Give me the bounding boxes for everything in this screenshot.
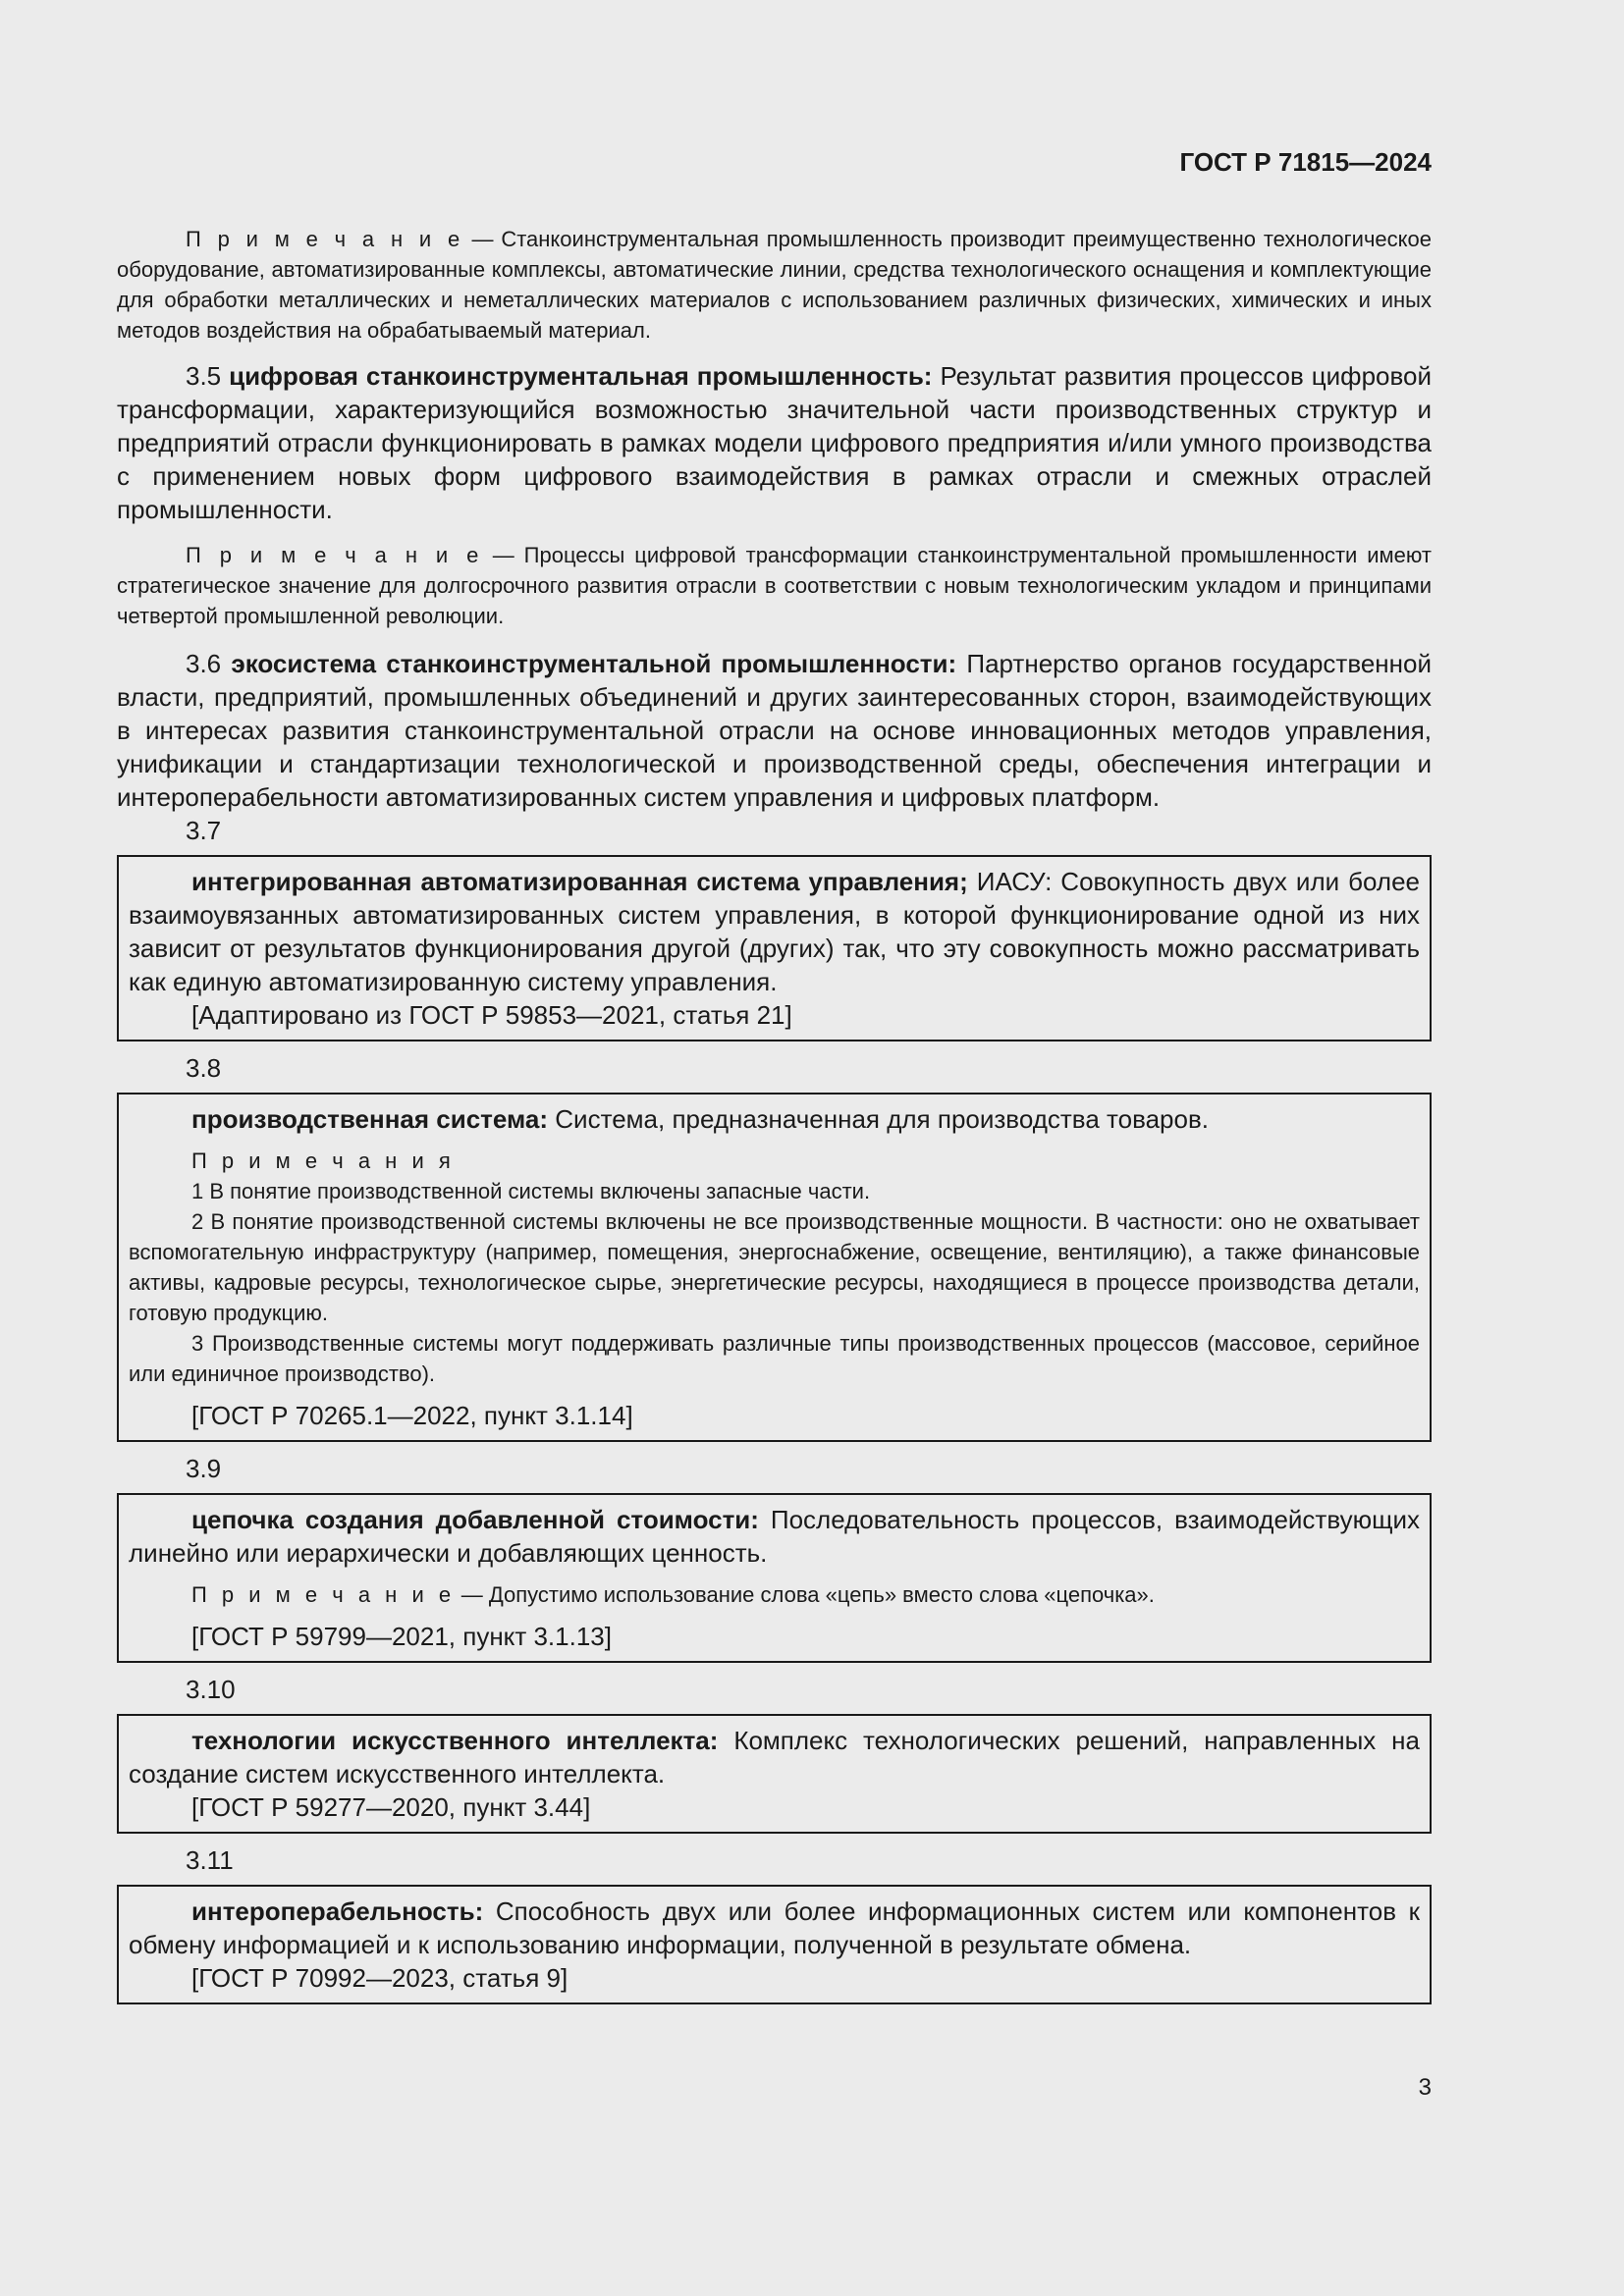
note-paragraph (117, 224, 1432, 346)
term-number-3-11: 3.11 (186, 1845, 234, 1875)
term-number-3-10: 3.10 (186, 1675, 236, 1704)
term-title: интероперабельность: (191, 1896, 484, 1926)
term-box-3-10 (117, 1714, 1432, 1834)
term-title: экосистема станкоинструментальной промышленности: (231, 649, 957, 678)
term-entry-3-6 (117, 647, 1432, 814)
term-entry (129, 1895, 1420, 1961)
note-text: — Допустимо использование слова «цепь» вместо слова «цепочка». (460, 1582, 1155, 1607)
note-text: — Станкоинструментальная промышленность производит преимущественно технологическое оборудование, автоматизированные комплексы, автоматические линии, средства технологического оснащения и комплектующие для обработки металлических и неметаллических материалов с использованием различных физических, химических и иных методов воздействия на обрабатываемый материал. (117, 227, 1432, 343)
term-title: производственная система: (191, 1104, 549, 1134)
term-entry-3-5 (117, 359, 1432, 526)
term-number-3-8: 3.8 (186, 1053, 222, 1083)
term-title: цифровая станкоинструментальная промышленность: (229, 361, 933, 391)
term-box-3-8 (117, 1093, 1432, 1442)
term-source: [ГОСТ Р 70265.1—2022, пункт 3.1.14] (191, 1401, 633, 1430)
note-label: П р и м е ч а н и е (186, 543, 483, 567)
term-source: [ГОСТ Р 59277—2020, пункт 3.44] (191, 1792, 591, 1822)
term-number: 3.5 (186, 361, 222, 391)
term-source: [ГОСТ Р 59799—2021, пункт 3.1.13] (191, 1622, 612, 1651)
note-item: 2 В понятие производственной системы включены не все производственные мощности. В частности: оно не охватывает вспомогательную инфраструктуру (например, помещения, энергоснабжение, освещение, вентиляцию), а также финансовые активы, кадровые ресурсы, технологическое сырье, энергетические ресурсы, находящиеся в процессе производства детали, готовую продукцию. (129, 1209, 1420, 1325)
term-box-3-9 (117, 1493, 1432, 1663)
note-label: П р и м е ч а н и е (186, 227, 464, 251)
term-definition: ИАСУ: Совокупность двух или более взаимоувязанных автоматизированных систем управления, в которой функционирование одной из них зависит от результатов функционирования другой (других) так, что эту совокупность можно рассматривать как единую автоматизированную систему управления. (129, 867, 1420, 996)
page-content (117, 224, 1432, 2004)
term-definition: Система, предназначенная для производства товаров. (555, 1104, 1210, 1134)
term-entry (129, 1503, 1420, 1570)
note-text: — Процессы цифровой трансформации станкоинструментальной промышленности имеют стратегическое значение для долгосрочного развития отрасли в соответствии с новым технологическим укладом и принципами четвертой промышленной революции. (117, 543, 1432, 628)
term-title: цепочка создания добавленной стоимости: (191, 1505, 759, 1534)
note-item: 3 Производственные системы могут поддерживать различные типы производственных процессов (массовое, серийное или единичное производство). (129, 1331, 1420, 1386)
note-item: 1 В понятие производственной системы включены запасные части. (191, 1179, 871, 1203)
term-entry (129, 1102, 1420, 1136)
term-source: [ГОСТ Р 70992—2023, статья 9] (191, 1963, 568, 1993)
term-definition: Способность двух или более информационных систем или компонентов к обмену информацией и к использованию информации, полученной в результате обмена. (129, 1896, 1420, 1959)
term-box-3-11 (117, 1885, 1432, 2004)
term-number-3-9: 3.9 (186, 1454, 222, 1483)
term-number: 3.6 (186, 649, 222, 678)
term-definition: Партнерство органов государственной власти, предприятий, промышленных объединений и других заинтересованных сторон, взаимодействующих в интересах развития станкоинструментальной отрасли на основе инновационных методов управления, унификации и стандартизации технологической и производственной среды, обеспечения интеграции и интероперабельности автоматизированных систем управления и цифровых платформ. (117, 649, 1433, 812)
page-number: 3 (1418, 2074, 1432, 2101)
term-box-3-7 (117, 855, 1432, 1041)
notes-label: П р и м е ч а н и я (191, 1148, 456, 1173)
term-definition: Результат развития процессов цифровой трансформации, характеризующийся возможностью значительной части производственных структур и предприятий отрасли функционировать в рамках модели цифрового предприятия и/или умного производства с применением новых форм цифрового взаимодействия в рамках отрасли и смежных отраслей промышленности. (117, 361, 1432, 524)
term-definition: Комплекс технологических решений, направленных на создание систем искусственного интеллекта. (129, 1726, 1421, 1789)
term-title: технологии искусственного интеллекта: (191, 1726, 719, 1755)
document-number: ГОСТ Р 71815—2024 (1179, 147, 1432, 177)
term-entry (129, 1724, 1420, 1790)
note-paragraph (129, 1579, 1420, 1610)
term-number-3-7: 3.7 (186, 816, 222, 845)
note-label: П р и м е ч а н и е (191, 1582, 456, 1607)
term-title: интегрированная автоматизированная система управления; (191, 867, 968, 896)
term-entry (129, 865, 1420, 998)
term-source: [Адаптировано из ГОСТ Р 59853—2021, статья 21] (191, 1000, 792, 1030)
term-definition: Последовательность процессов, взаимодействующих линейно или иерархически и добавляющих ценность. (129, 1505, 1420, 1568)
note-paragraph (117, 540, 1432, 631)
